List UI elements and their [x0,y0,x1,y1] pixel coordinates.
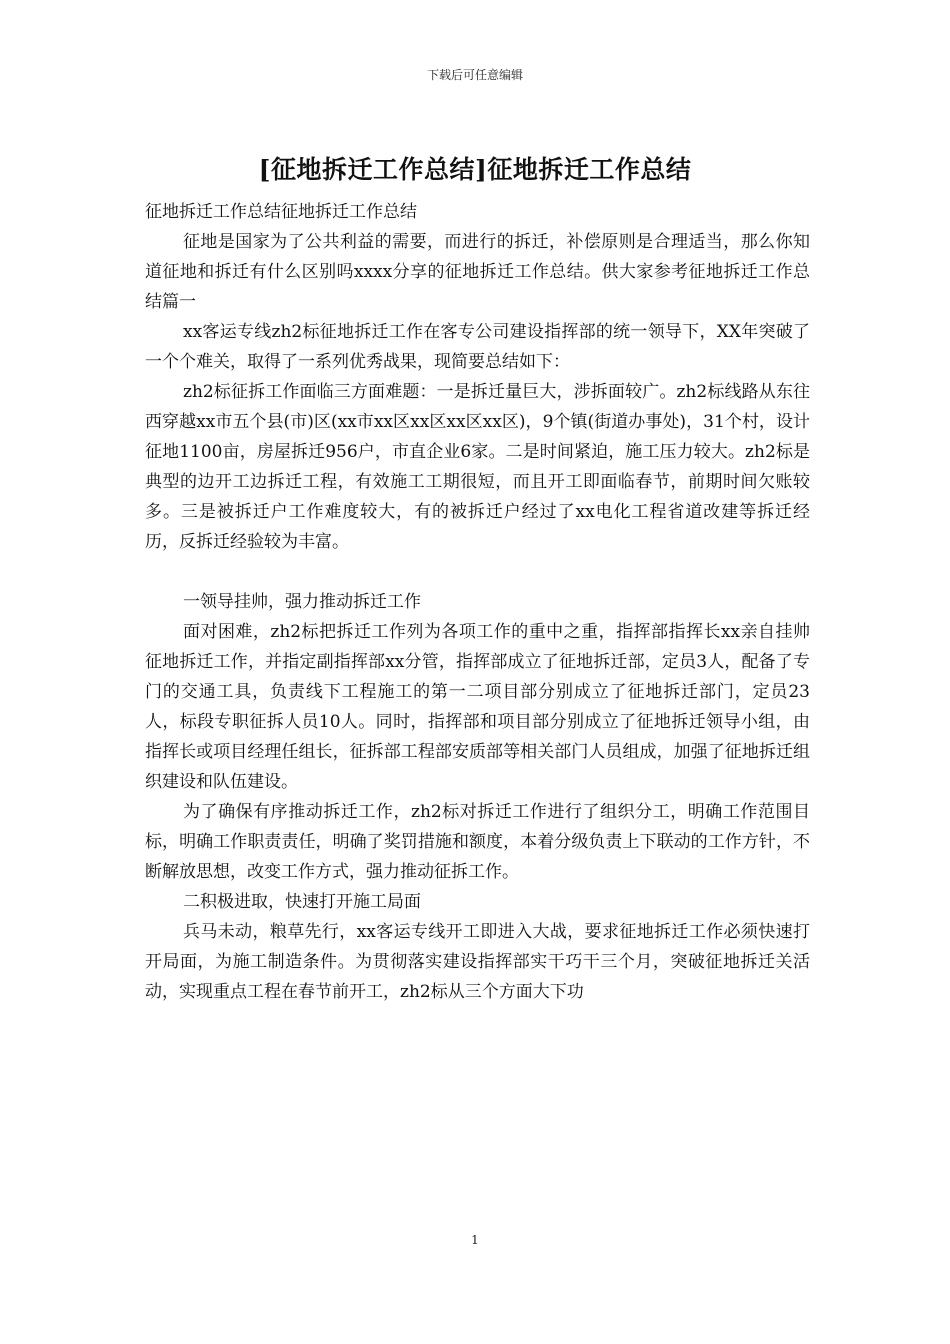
organization-paragraph: 为了确保有序推动拆迁工作，zh2标对拆迁工作进行了组织分工，明确工作范围目标，明确工作职责责任，明确了奖罚措施和额度，本着分级负责上下联动的工作方针，不断解放思想，改变工作方式，强力推动征拆工作。 [145,802,810,882]
summary-paragraph: xx客运专线zh2标征地拆迁工作在客专公司建设指挥部的统一领导下，XX年突破了一个个难关，取得了一系列优秀战果，现简要总结如下： [145,322,810,372]
page-number: 1 [471,1233,479,1247]
subtitle-paragraph: 征地拆迁工作总结征地拆迁工作总结 [145,202,417,222]
section-heading-1: 一领导挂帅，强力推动拆迁工作 [183,592,421,612]
leadership-paragraph: 面对困难，zh2标把拆迁工作列为各项工作的重中之重，指挥部指挥长xx亲自挂帅征地拆迁工作，并指定副指挥部xx分管，指挥部成立了征地拆迁部，定员3人，配备了专门的交通工具，负责线下工程施工的第一二项目部分别成立了征地拆迁部门，定员23人，标段专职征拆人员10人。同时，指挥部和项目部分别成立了征地拆迁领导小组，由指挥长或项目经理任组长，征拆部工程部安质部等相关部门人员组成，加强了征地拆迁组织建设和队伍建设。 [145,622,810,792]
challenges-paragraph: zh2标征拆工作面临三方面难题：一是拆迁量巨大，涉拆面较广。zh2标线路从东往西穿越xx市五个县(市)区(xx市xx区xx区xx区xx区)，9个镇(街道办事处)，31个村，设计征地1100亩，房屋拆迁956户，市直企业6家。二是时间紧迫，施工压力较大。zh2标是典型的边开工边拆迁工程，有效施工工期很短，而且开工即面临春节，前期时间欠账较多。三是被拆迁户工作难度较大，有的被拆迁户经过了xx电化工程省道改建等拆迁经历，反拆迁经验较为丰富。 [145,382,810,552]
document-body [145,197,810,1007]
intro-paragraph: 征地是国家为了公共利益的需要，而进行的拆迁，补偿原则是合理适当，那么你知道征地和拆迁有什么区别吗xxxx分享的征地拆迁工作总结。供大家参考征地拆迁工作总结篇一 [145,232,810,312]
paragraph-gap [145,557,810,587]
document-title: [征地拆迁工作总结]征地拆迁工作总结 [258,155,692,184]
section-heading-2: 二积极进取，快速打开施工局面 [183,892,421,912]
page-header-note: 下载后可任意编辑 [426,68,523,82]
progress-paragraph: 兵马未动，粮草先行，xx客运专线开工即进入大战，要求征地拆迁工作必须快速打开局面，为施工制造条件。为贯彻落实建设指挥部实干巧干三个月，突破征地拆迁关活动，实现重点工程在春节前开工，zh2标从三个方面大下功 [145,922,810,1002]
